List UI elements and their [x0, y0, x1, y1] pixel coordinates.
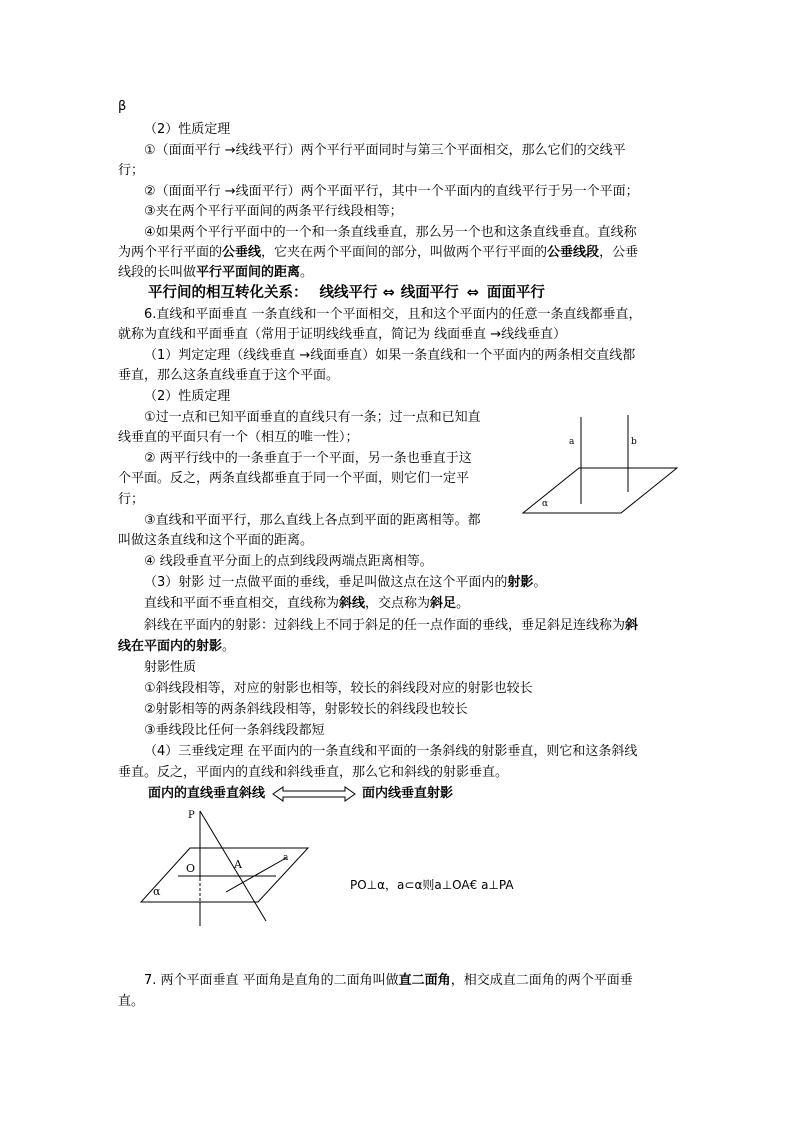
sec6-q2-c: 行； [118, 492, 145, 507]
text: ，公垂 [599, 245, 639, 260]
term-right-dihedral-angle: 直二面角 [398, 973, 451, 988]
eq-left: 面内的直线垂直斜线 [148, 786, 266, 801]
sec6-oblique [144, 595, 469, 613]
term-oblique-projection: 线在平面内的射影 [118, 639, 223, 654]
label-p: P [188, 810, 195, 821]
term-projection: 射影 [507, 575, 534, 590]
relation-c: 面面平行 [486, 285, 545, 301]
three-perp-a: （4）三垂线定理 在平面内的一条直线和平面的一条斜线的射影垂直，则它和这条斜线 [144, 744, 638, 759]
sec6-q4: ④ 线段垂直平分面上的点到线段两端点距离相等。 [144, 554, 433, 569]
text: 。 [222, 639, 236, 654]
prop-2: ②（面面平行 →线面平行）两个平面平行，其中一个平面内的直线平行于另一个平面； [144, 184, 639, 199]
text: ，它夹在两个平面间的部分，叫做两个平行平面的 [261, 245, 548, 260]
label-a-line: a [283, 853, 289, 863]
beta-label: β [118, 99, 127, 114]
text: 斜线在平面内的射影：过斜线上不同于斜足的任一点作面的垂线，垂足斜足连线称为 [144, 618, 626, 633]
term-oblique-foot: 斜足 [430, 596, 457, 611]
equivalence-arrow: ⇔ [382, 285, 395, 301]
double-arrow-icon [272, 785, 356, 803]
term-common-perpendicular-segment: 公垂线段 [547, 245, 600, 260]
equivalence-arrow: ⇔ [466, 285, 479, 301]
proj-prop-2: ②射影相等的两条斜线段相等，射影较长的斜线段也较长 [144, 702, 468, 717]
text: 7. 两个平面垂直 平面角是直角的二面角叫做 [144, 973, 399, 988]
prop-4-line-c [118, 264, 313, 282]
sec6-judge-a: （1）判定定理（线线垂直 →线面垂直）如果一条直线和一个平面内的两条相交直线都 [144, 348, 636, 363]
sec6-oproj-b [118, 638, 235, 656]
text: 。 [456, 596, 470, 611]
sec6-intro-b: 就称为直线和平面垂直（常用于证明线线垂直，简记为 线面垂直 →线线垂直） [118, 327, 567, 342]
term-common-perpendicular: 公垂线 [222, 245, 262, 260]
text: （3）射影 过一点做平面的垂线，垂足叫做这点在这个平面内的 [144, 575, 508, 590]
relation-a: 线线平行 [319, 285, 378, 301]
sec6-q3-a: ③直线和平面平行，那么直线上各点到平面的距离相等。都 [144, 513, 481, 528]
oblique-pa [200, 811, 266, 921]
relation-b: 线面平行 [400, 285, 459, 301]
sec6-oproj-a [144, 617, 638, 635]
text: 直线和平面不垂直相交，直线称为 [144, 596, 340, 611]
text: ，相交成直二面角的两个平面垂 [450, 973, 633, 988]
label-a-point: A [234, 858, 242, 871]
prop-1-line-a: ①（面面平行 →线线平行）两个平行平面同时与第三个平面相交，那么它们的交线平 [144, 143, 626, 158]
sec7-line-a [144, 972, 633, 990]
prop-1-line-b: 行； [118, 163, 145, 178]
prop-4-line-a: ④如果两个平行平面中的一个和一条直线垂直，那么另一个也和这条直线垂直。直线称 [144, 225, 637, 240]
term-oblique-line: 斜线 [339, 596, 366, 611]
sec6-intro-a: 6.直线和平面垂直 一条直线和一个平面相交，且和这个平面内的任意一条直线都垂直， [144, 307, 642, 322]
text: 线段的长叫做 [118, 265, 197, 280]
sec6-projection [144, 574, 546, 592]
relation-title: 平行间的相互转化关系： [148, 285, 308, 301]
proj-prop-3: ③垂线段比任何一条斜线段都短 [144, 723, 325, 738]
proj-prop-1: ①斜线段相等，对应的射影也相等，较长的斜线段对应的射影也较长 [144, 681, 533, 696]
three-perp-b: 垂直。反之，平面内的直线和斜线垂直，那么它和斜线的射影垂直。 [118, 765, 509, 780]
text: 为两个平行平面的 [118, 245, 223, 260]
label-a: a [569, 437, 575, 447]
fig2-formula: PO⊥α，a⊂α则a⊥OA€ a⊥PA [350, 878, 514, 892]
sec6-q2-b: 个平面。反之，两条直线都垂直于同一个平面，则它们一定平 [118, 471, 470, 486]
sec6-q1-b: 线垂直的平面只有一个（相互的唯一性）； [118, 430, 359, 445]
sec6-q1-a: ①过一点和已知平面垂直的直线只有一条；过一点和已知直 [144, 410, 481, 425]
prop-3: ③夹在两个平行平面间的两条平行线段相等； [144, 204, 403, 219]
label-b: b [631, 437, 637, 447]
sec6-q3-b: 叫做这条直线和这个平面的距离。 [118, 533, 314, 548]
term-oblique-projection: 斜 [625, 618, 639, 633]
text: 。 [533, 575, 547, 590]
label-alpha: α [153, 885, 161, 898]
text: 。 [300, 265, 314, 280]
proj-props-heading: 射影性质 [144, 660, 197, 675]
term-plane-distance: 平行平面间的距离 [196, 265, 301, 280]
fig-three-perpendiculars [138, 806, 313, 931]
fig-parallel-perpendicular-lines [520, 412, 680, 522]
label-alpha: α [542, 499, 549, 509]
sec7-line-b: 直。 [118, 994, 145, 1009]
label-o: O [186, 862, 196, 875]
relation-line [148, 284, 545, 302]
sec6-props-heading: （2）性质定理 [144, 389, 231, 404]
props-heading: （2）性质定理 [144, 122, 231, 137]
eq-right: 面内线垂直射影 [362, 786, 454, 801]
sec6-judge-b: 垂直，那么这条直线垂直于这个平面。 [118, 368, 340, 383]
text: ，交点称为 [365, 596, 431, 611]
sec6-q2-a: ② 两平行线中的一条垂直于一个平面，另一条也垂直于这 [144, 451, 472, 466]
prop-4-line-b [118, 244, 638, 262]
